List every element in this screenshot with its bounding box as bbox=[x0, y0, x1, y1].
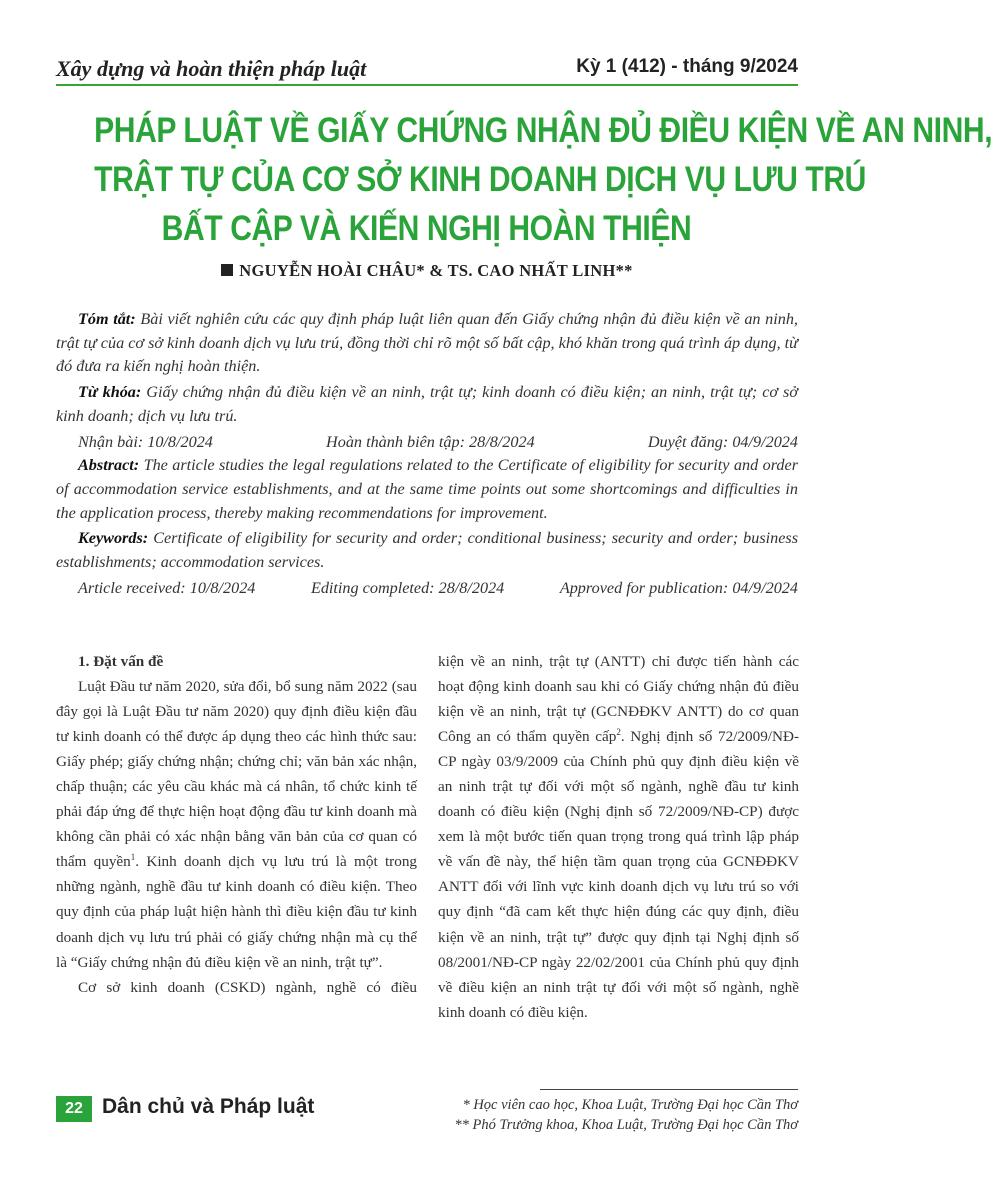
dates-vi bbox=[56, 431, 798, 455]
footnote-author-1: * Học viên cao học, Khoa Luật, Trường Đại học Cần Thơ bbox=[462, 1097, 798, 1113]
footnote-rule bbox=[540, 1089, 798, 1090]
paragraph-text: . Kinh doanh dịch vụ lưu trú là một trong những ngành, nghề đầu tư kinh doanh có điều kiện. Theo quy định của pháp luật hiện hành thì điều kiện đầu tư kinh doanh dịch vụ lưu trú phải có giấy chứng nhận mà cụ thể là “Giấy chứng nhận đủ điều kiện về an ninh, trật tự”. bbox=[56, 853, 418, 971]
title-line: PHÁP LUẬT VỀ GIẤY CHỨNG NHẬN ĐỦ ĐIỀU KIỆN VỀ AN NINH, bbox=[94, 111, 992, 150]
footnote-author-2: ** Phó Trưởng khoa, Khoa Luật, Trường Đại học Cần Thơ bbox=[454, 1117, 798, 1133]
abstract-vi-text: Bài viết nghiên cứu các quy định pháp luật liên quan đến Giấy chứng nhận đủ điều kiện về an ninh, trật tự của cơ sở kinh doanh dịch vụ lưu trú, đồng thời chỉ rõ một số bất cập, khó khăn trong quá trình áp dụng, từ đó đưa ra kiến nghị hoàn thiện. bbox=[56, 310, 798, 376]
body-paragraph: Cơ sở kinh doanh (CSKD) ngành, nghề có điều bbox=[78, 978, 417, 996]
body-column-right bbox=[438, 649, 799, 1025]
abstract-en-label: Abstract: bbox=[78, 456, 140, 475]
footnote-ref[interactable]: 2 bbox=[616, 727, 621, 738]
running-header bbox=[56, 52, 798, 88]
keywords-en-label: Keywords: bbox=[78, 529, 149, 548]
square-bullet-icon bbox=[221, 264, 233, 276]
author-names: NGUYỄN HOÀI CHÂU* & TS. CAO NHẤT LINH** bbox=[239, 261, 633, 280]
paragraph-text: . Nghị định số 72/2009/NĐ-CP ngày 03/9/2009 của Chính phủ quy định điều kiện về an ninh trật tự đối với một số ngành, nghề đầu tư kinh doanh có điều kiện (Nghị định số 72/2009/NĐ-CP) được xem là một bước tiến quan trọng trong quá trình lập pháp về vấn đề này, thể hiện tầm quan trọng của GCNĐĐKV ANTT đối với lĩnh vực kinh doanh dịch vụ lưu trú so với quy định “đã cam kết thực hiện đúng các quy định, điều kiện về an ninh, trật tự” được quy định tại Nghị định số 08/2001/NĐ-CP ngày 22/02/2001 của Chính phủ quy định về điều kiện an ninh trật tự đối với một số ngành, nghề kinh doanh có điều kiện. bbox=[438, 728, 800, 1021]
paragraph-text: Luật Đầu tư năm 2020, sửa đổi, bổ sung năm 2022 (sau đây gọi là Luật Đầu tư năm 2020) quy định điều kiện đầu tư kinh doanh có thể được áp dụng theo các hình thức sau: Giấy phép; giấy chứng nhận; chứng chỉ; văn bản xác nhận, chấp thuận; các yêu cầu khác mà cá nhân, tổ chức kinh tế phải đáp ứng để thực hiện hoạt động đầu tư kinh doanh mà không cần phải có xác nhận bằng văn bản của cơ quan có thẩm quyền bbox=[56, 678, 417, 871]
header-rule bbox=[56, 84, 798, 86]
abstract-en bbox=[56, 454, 798, 525]
edited-date-en: Editing completed: 28/8/2024 bbox=[310, 578, 505, 597]
journal-name: Dân chủ và Pháp luật bbox=[102, 1095, 315, 1118]
edited-date-vi: Hoàn thành biên tập: 28/8/2024 bbox=[326, 432, 535, 451]
title-line: BẤT CẬP VÀ KIẾN NGHỊ HOÀN THIỆN bbox=[161, 209, 692, 248]
authors-line bbox=[56, 261, 798, 281]
article-title bbox=[94, 106, 992, 253]
body-column-left bbox=[56, 649, 417, 1000]
keywords-en-text: Certificate of eligibility for security and order; conditional business; security and order; business establishments; accommodation services. bbox=[56, 529, 798, 572]
abstract-vi bbox=[56, 308, 798, 379]
received-date-en: Article received: 10/8/2024 bbox=[78, 578, 256, 597]
dates-en bbox=[56, 577, 798, 601]
journal-section: Xây dựng và hoàn thiện pháp luật bbox=[56, 56, 367, 81]
abstract-en-text: The article studies the legal regulations related to the Certificate of eligibility for security and order of accommodation service establishments, and at the same time points out some shortcomings and difficulties in the application process, thereby making recommendations for improvement. bbox=[56, 456, 798, 522]
footnote-ref[interactable]: 1 bbox=[130, 852, 136, 863]
keywords-vi-text: Giấy chứng nhận đủ điều kiện về an ninh, trật tự; kinh doanh có điều kiện; an ninh, trật tự; cơ sở kinh doanh; dịch vụ lưu trú. bbox=[56, 383, 798, 425]
received-date-vi: Nhận bài: 10/8/2024 bbox=[78, 432, 213, 451]
approved-date-en: Approved for publication: 04/9/2024 bbox=[559, 578, 798, 597]
keywords-en bbox=[56, 527, 798, 574]
paragraph-text: kiện về an ninh, trật tự (ANTT) chỉ được tiến hành các hoạt động kinh doanh sau khi có Giấy chứng nhận đủ điều kiện về an ninh, trật tự (GCNĐĐKV ANTT) do cơ quan Công an có thẩm quyền cấp bbox=[438, 653, 799, 746]
page-number: 22 bbox=[56, 1096, 92, 1122]
paragraph-source bbox=[0, 0, 1, 1]
approved-date-vi: Duyệt đăng: 04/9/2024 bbox=[647, 432, 798, 451]
abstract-block bbox=[56, 308, 798, 600]
body-paragraph bbox=[56, 674, 417, 975]
issue-number: Kỳ 1 (412) - tháng 9/2024 bbox=[576, 56, 798, 77]
body-paragraph bbox=[438, 649, 799, 1025]
keywords-vi-label: Từ khóa: bbox=[78, 383, 142, 402]
keywords-vi bbox=[56, 381, 798, 428]
section-heading: 1. Đặt vấn đề bbox=[78, 653, 164, 670]
abstract-vi-label: Tóm tắt: bbox=[78, 310, 136, 328]
title-line: TRẬT TỰ CỦA CƠ SỞ KINH DOANH DỊCH VỤ LƯU TRÚ bbox=[94, 160, 866, 199]
